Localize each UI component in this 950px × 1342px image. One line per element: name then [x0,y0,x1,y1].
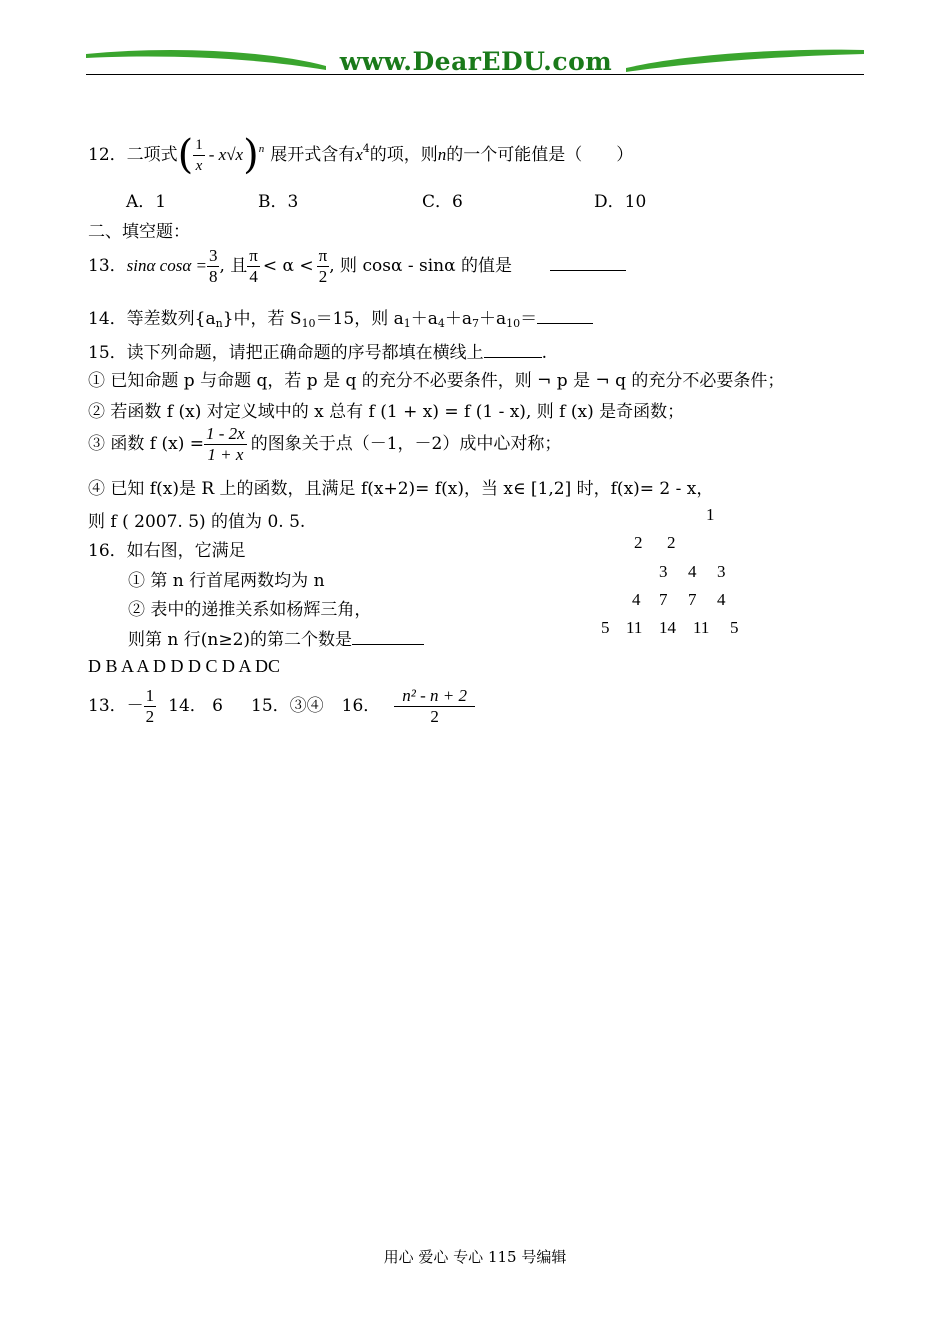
q13-fraction-pi-4: $\frac{\pi}{4}$ [249,246,258,286]
q16-condition-2: ② 表中的递推关系如杨辉三角， [128,600,372,620]
q16-condition-3: 则第 n 行(n≥2)的第二个数是 [128,625,424,650]
triangle-cell: 2 [667,533,676,552]
q15-item-2: ② 若函数 f (x) 对定义域中的 x 总有 f (1 + x) = f (1 - x), 则 f (x) 是奇函数； [88,402,685,422]
triangle-cell: 11 [693,618,710,637]
triangle-cell: 1 [706,505,715,524]
triangle-cell: 3 [717,562,726,581]
question-15-stem: 15．读下列命题，请把正确命题的序号都填在横线上 . [88,343,548,363]
triangle-cell: 14 [659,618,676,637]
q12-option-a: A．1 [126,192,167,212]
answer-key-fill-in: 13．－ $\frac{1}{2}$ 14． 6 15．③④ 16． $\frac{\text{n² - n + 2}}{2}$ [88,686,475,727]
q12-option-b: B．3 [258,192,299,212]
q12-fraction: $\frac{1}{x}$ [195,137,203,174]
question-12: 12．二项式( $\frac{1}{x}$ - x√x)$^n$ 展开式含有$x^4$的项，则n的一个可能值是（ ） [88,132,634,178]
q13-fraction-pi-2: $\frac{\pi}{2}$ [318,246,328,286]
triangle-cell: 5 [730,618,739,637]
page-footer: 用心 爱心 专心 115 号编辑 [383,1248,567,1266]
q16-answer-blank [352,644,424,645]
section-heading-fill-in: 二、填空题： [88,222,190,242]
triangle-cell: 4 [688,562,697,581]
q15-item-1: ① 已知命题 p 与命题 q，若 p 是 q 的充分不必要条件，则 ¬ p 是 ¬ q 的充分不必要条件； [88,371,785,391]
site-logo: www.DearEDU.com [339,47,613,76]
triangle-cell: 4 [717,590,726,609]
q13-answer-blank [550,270,626,271]
triangle-cell: 7 [688,590,697,609]
answer-13-fraction: $\frac{1}{2}$ [145,686,155,726]
question-16-stem: 16．如右图，它满足 [88,541,246,561]
q16-condition-1: ① 第 n 行首尾两数均为 n [128,571,325,591]
triangle-cell: 11 [626,618,643,637]
q15-answer-blank [484,357,542,358]
triangle-cell: 4 [632,590,641,609]
triangle-cell: 2 [634,533,643,552]
q15-item-4-continued: 则 f ( 2007. 5) 的值为 0. 5. [88,512,306,532]
q12-option-d: D．10 [594,192,647,212]
question-14: 14．等差数列$\{a_n\}$中，若 $S_{10}=15$，则 $a_1+a_4+a_7+a_{10}=$ [88,304,593,330]
question-13: 13．sinα cosα = $\frac{3}{8}$ , 且 $\frac{\pi}{4}$ < α < $\frac{\pi}{2}$ , 则 cosα - sinα 的值是 [88,246,626,287]
q15-item-4: ④ 已知 f(x)是 R 上的函数，且满足 f(x+2)= f(x)，当 x∈ [1,2] 时，f(x)= 2 - x， [88,479,714,499]
q15-item-3-fraction: $\frac{1 - 2x}{1 + x}$ [206,424,245,464]
answer-key-choices: D B A A D D D C D A DC [88,656,281,676]
q13-fraction-3-8: $\frac{3}{8}$ [208,246,218,286]
triangle-cell: 3 [659,562,668,581]
q12-option-c: C．6 [422,192,463,212]
q14-answer-blank [537,323,593,324]
answer-16-fraction: $\frac{\text{n² - n + 2}}{2}$ [394,686,475,727]
triangle-cell: 7 [659,590,668,609]
triangle-cell: 5 [601,618,610,637]
q15-item-3: ③ 函数 f (x) = $\frac{1 - 2x}{1 + x}$ 的图象关于点（－1，－2）成中心对称； [88,424,562,464]
